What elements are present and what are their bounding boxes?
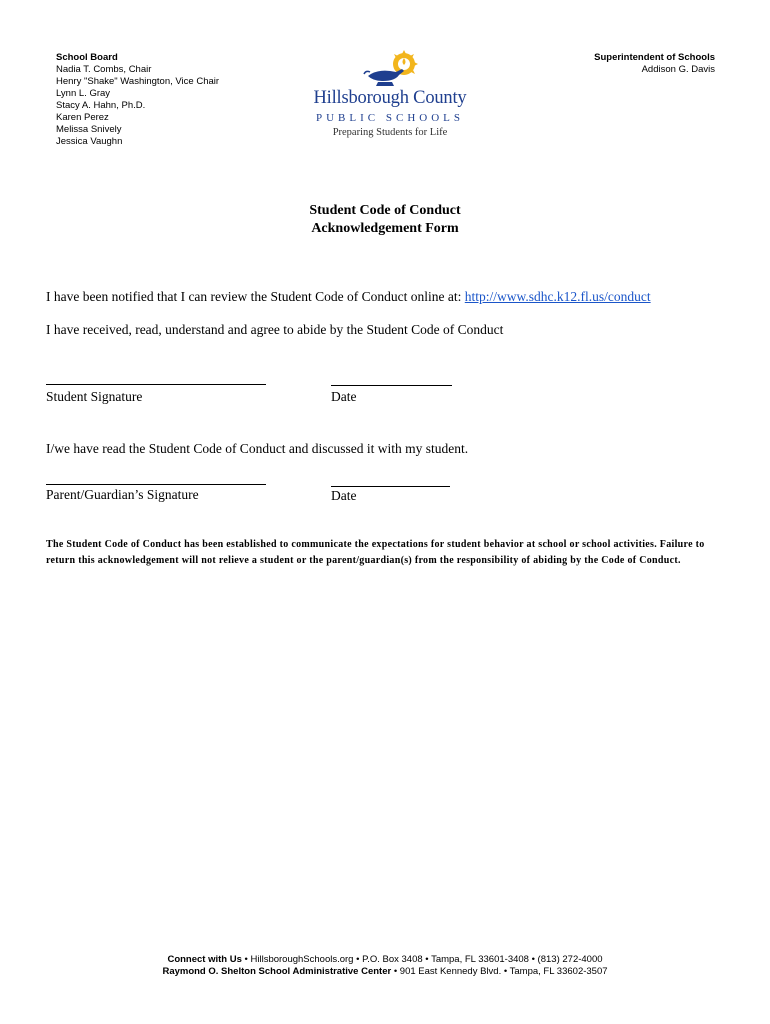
board-member: Lynn L. Gray [56, 88, 111, 99]
footer-contact-details: • HillsboroughSchools.org • P.O. Box 3408 • Tampa, FL 33601-3408 • (813) 272-4000 [241, 954, 603, 965]
board-member: Stacy A. Hahn, Ph.D. [56, 100, 146, 111]
footer-address-details: • 901 East Kennedy Blvd. • Tampa, FL 33602-3507 [391, 966, 608, 977]
board-member: Nadia T. Combs, Chair [56, 64, 152, 75]
logo-tagline: Preparing Students for Life [332, 127, 448, 138]
logo-subtitle: PUBLIC SCHOOLS [316, 112, 464, 124]
footer [0, 954, 770, 978]
online-review-text: I have been notified that I can review the Student Code of Conduct online at: [46, 289, 465, 304]
district-logo [290, 50, 490, 142]
superintendent-block [594, 52, 715, 76]
board-member: Henry "Shake" Washington, Vice Chair [56, 76, 220, 87]
superintendent-heading: Superintendent of Schools [594, 52, 715, 63]
conduct-url-link[interactable]: http://www.sdhc.k12.fl.us/conduct [464, 289, 651, 304]
parent-date-label: Date [331, 488, 357, 503]
form-title-line-2: Acknowledgement Form [311, 221, 459, 236]
logo-name: Hillsborough County [313, 88, 467, 108]
student-signature-line[interactable] [46, 384, 266, 385]
board-member: Melissa Snively [56, 124, 122, 135]
footer-contact-line [0, 954, 770, 966]
student-date-line[interactable] [331, 385, 452, 386]
form-title [0, 202, 770, 238]
school-board-list [56, 52, 219, 148]
lamp-of-learning-icon [360, 50, 424, 90]
superintendent-name: Addison G. Davis [641, 64, 715, 75]
footer-connect-label: Connect with Us [167, 954, 242, 965]
school-board-heading: School Board [56, 52, 118, 63]
online-review-statement [46, 289, 651, 305]
form-title-line-1: Student Code of Conduct [309, 203, 461, 218]
received-statement: I have received, read, understand and agree to abide by the Student Code of Conduct [46, 322, 504, 337]
board-member: Karen Perez [56, 112, 109, 123]
student-date-label: Date [331, 389, 357, 404]
parent-statement: I/we have read the Student Code of Conduct and discussed it with my student. [46, 441, 469, 456]
parent-date-line[interactable] [331, 486, 450, 487]
student-signature-label: Student Signature [46, 389, 143, 404]
board-member: Jessica Vaughn [56, 136, 123, 147]
footer-center-label: Raymond O. Shelton School Administrative Center [162, 966, 392, 977]
parent-signature-line[interactable] [46, 484, 266, 485]
footer-address-line [0, 966, 770, 978]
parent-signature-label: Parent/Guardian’s Signature [46, 487, 199, 502]
notice-paragraph: The Student Code of Conduct has been established to communicate the expectations for student behavior at school or school activities. Failure to return this acknowledgement will not relieve a student or the parent/guardian(s) from the responsibility of abiding by the Code of Conduct. [46, 539, 705, 566]
